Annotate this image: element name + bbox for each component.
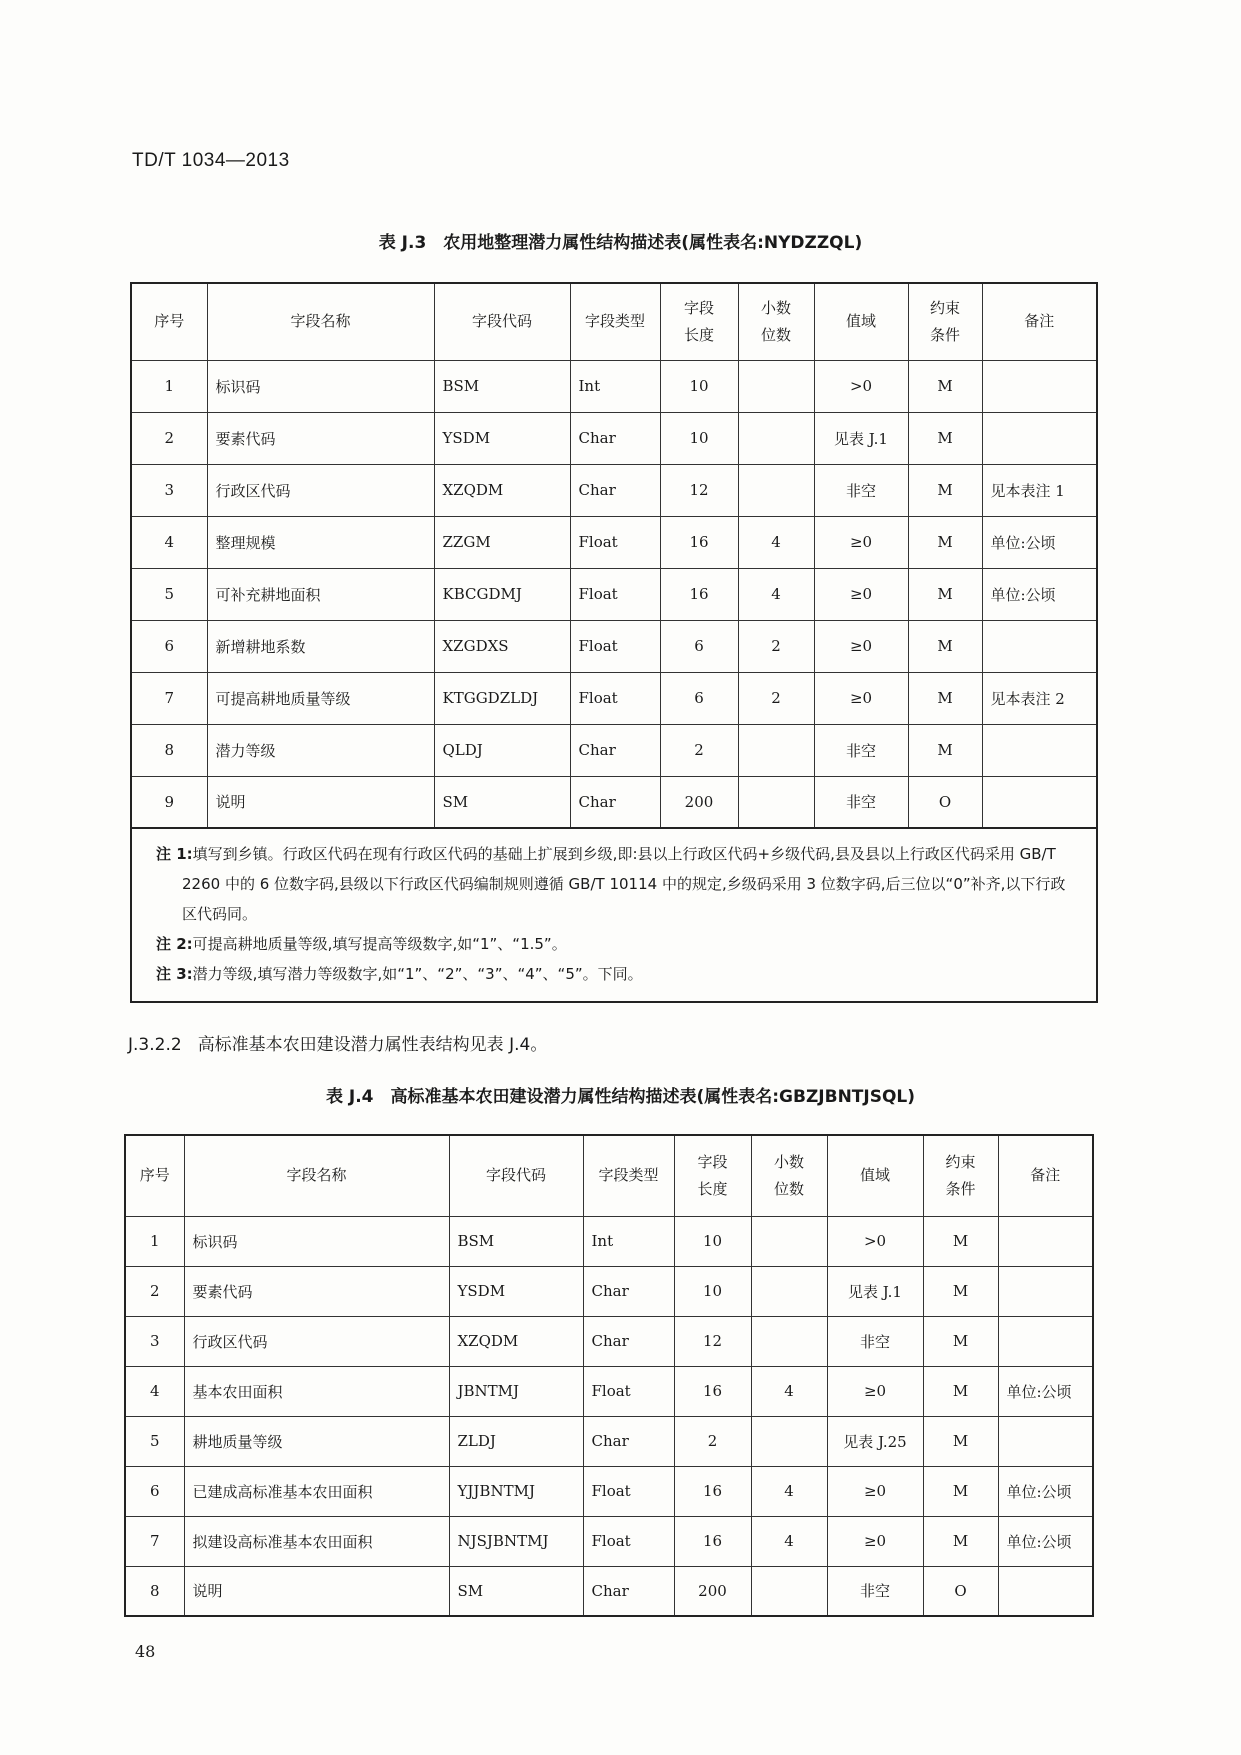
cell-field-code: NJSJBNTMJ [449, 1516, 583, 1566]
cell-value-domain: 见表 J.25 [827, 1416, 923, 1466]
cell-decimals [738, 724, 814, 776]
cell-value-domain: ≥0 [827, 1466, 923, 1516]
cell-decimals: 2 [738, 620, 814, 672]
cell-seq: 4 [125, 1366, 184, 1416]
cell-constraint: O [923, 1566, 998, 1616]
cell-seq: 7 [125, 1516, 184, 1566]
cell-remark: 单位:公顷 [982, 568, 1097, 620]
table-row [131, 412, 1097, 464]
cell-field-length: 6 [660, 672, 738, 724]
cell-field-name: 拟建设高标准基本农田面积 [184, 1516, 449, 1566]
cell-field-code: ZZGM [434, 516, 570, 568]
cell-value-domain: ≥0 [814, 620, 908, 672]
cell-value-domain: ≥0 [814, 672, 908, 724]
cell-seq: 5 [125, 1416, 184, 1466]
column-header-constraint: 约束 条件 [908, 283, 982, 360]
cell-value-domain: >0 [827, 1216, 923, 1266]
cell-decimals [751, 1266, 827, 1316]
cell-seq: 6 [125, 1466, 184, 1516]
cell-field-name: 要素代码 [207, 412, 434, 464]
cell-value-domain: ≥0 [827, 1516, 923, 1566]
cell-field-type: Float [570, 620, 660, 672]
cell-seq: 2 [125, 1266, 184, 1316]
note [156, 839, 1072, 929]
cell-seq: 1 [125, 1216, 184, 1266]
page-number: 48 [135, 1642, 156, 1661]
cell-constraint: M [923, 1216, 998, 1266]
cell-remark [982, 776, 1097, 828]
cell-field-type: Char [583, 1416, 674, 1466]
table-row [125, 1216, 1093, 1266]
table-row [131, 568, 1097, 620]
column-header-seq: 序号 [125, 1135, 184, 1216]
cell-remark: 单位:公顷 [982, 516, 1097, 568]
column-header-field-type: 字段类型 [570, 283, 660, 360]
cell-field-type: Char [570, 776, 660, 828]
note-text: 可提高耕地质量等级,填写提高等级数字,如“1”、“1.5”。 [192, 935, 567, 953]
cell-seq: 8 [131, 724, 207, 776]
table-row [125, 1266, 1093, 1316]
cell-seq: 3 [125, 1316, 184, 1366]
table-j3-caption: 表 J.3 农用地整理潜力属性结构描述表(属性表名:NYDZZQL) [378, 233, 863, 253]
cell-remark [998, 1216, 1093, 1266]
cell-seq: 4 [131, 516, 207, 568]
cell-field-code: BSM [449, 1216, 583, 1266]
cell-field-length: 16 [660, 568, 738, 620]
cell-seq: 2 [131, 412, 207, 464]
cell-field-code: JBNTMJ [449, 1366, 583, 1416]
cell-remark: 单位:公顷 [998, 1466, 1093, 1516]
cell-decimals [751, 1216, 827, 1266]
cell-constraint: M [923, 1316, 998, 1366]
cell-field-name: 可补充耕地面积 [207, 568, 434, 620]
note [156, 959, 1072, 989]
cell-constraint: M [923, 1266, 998, 1316]
cell-decimals [751, 1416, 827, 1466]
cell-field-code: KTGGDZLDJ [434, 672, 570, 724]
cell-field-name: 新增耕地系数 [207, 620, 434, 672]
table-row [131, 724, 1097, 776]
cell-remark [982, 412, 1097, 464]
cell-value-domain: 非空 [814, 776, 908, 828]
note-text: 潜力等级,填写潜力等级数字,如“1”、“2”、“3”、“4”、“5”。下同。 [192, 965, 643, 983]
cell-decimals [738, 360, 814, 412]
cell-constraint: M [908, 672, 982, 724]
column-header-field-code: 字段代码 [449, 1135, 583, 1216]
cell-constraint: M [908, 464, 982, 516]
column-header-field-name: 字段名称 [207, 283, 434, 360]
cell-value-domain: 非空 [827, 1566, 923, 1616]
table-j4 [124, 1134, 1094, 1617]
cell-field-code: XZQDM [449, 1316, 583, 1366]
cell-seq: 1 [131, 360, 207, 412]
cell-remark: 单位:公顷 [998, 1516, 1093, 1566]
cell-decimals: 4 [738, 568, 814, 620]
note-text: 填写到乡镇。行政区代码在现有行政区代码的基础上扩展到乡级,即:县以上行政区代码+乡级代码,县及县以上行政区代码采用 GB/T 2260 中的 6 位数字码,县级以下行政区代码编制规则遵循 GB/T 10114 中的规定,乡级码采用 3 位数字码,后三位以“0”补齐,以下行政区代码同。 [182, 845, 1066, 923]
cell-decimals [738, 464, 814, 516]
table-row [131, 776, 1097, 828]
cell-field-length: 200 [674, 1566, 751, 1616]
column-header-field-code: 字段代码 [434, 283, 570, 360]
cell-field-name: 整理规模 [207, 516, 434, 568]
table-row [125, 1466, 1093, 1516]
cell-field-length: 2 [674, 1416, 751, 1466]
table-row [125, 1516, 1093, 1566]
cell-decimals: 4 [751, 1516, 827, 1566]
cell-field-length: 10 [660, 360, 738, 412]
cell-field-type: Char [583, 1566, 674, 1616]
table-row [131, 672, 1097, 724]
column-header-remark: 备注 [998, 1135, 1093, 1216]
table-row [125, 1566, 1093, 1616]
cell-value-domain: ≥0 [814, 568, 908, 620]
cell-remark [982, 724, 1097, 776]
cell-value-domain: >0 [814, 360, 908, 412]
cell-decimals [751, 1566, 827, 1616]
table-row [125, 1366, 1093, 1416]
cell-decimals: 2 [738, 672, 814, 724]
cell-constraint: M [908, 568, 982, 620]
cell-remark [998, 1316, 1093, 1366]
cell-remark [998, 1566, 1093, 1616]
column-header-field-length: 字段 长度 [660, 283, 738, 360]
table-j3 [130, 282, 1098, 1003]
cell-value-domain: 见表 J.1 [814, 412, 908, 464]
cell-constraint: M [908, 724, 982, 776]
cell-field-length: 10 [660, 412, 738, 464]
note-label: 注 3: [156, 965, 193, 983]
cell-remark [998, 1416, 1093, 1466]
cell-field-name: 基本农田面积 [184, 1366, 449, 1416]
column-header-constraint: 约束 条件 [923, 1135, 998, 1216]
cell-value-domain: ≥0 [827, 1366, 923, 1416]
cell-field-code: ZLDJ [449, 1416, 583, 1466]
column-header-value-domain: 值域 [814, 283, 908, 360]
table-row [125, 1316, 1093, 1366]
table-j3-notes [131, 828, 1097, 1002]
column-header-decimals: 小数 位数 [751, 1135, 827, 1216]
cell-seq: 7 [131, 672, 207, 724]
table-j4-caption: 表 J.4 高标准基本农田建设潜力属性结构描述表(属性表名:GBZJBNTJSQL) [325, 1087, 916, 1107]
cell-field-code: XZGDXS [434, 620, 570, 672]
cell-field-code: YJJBNTMJ [449, 1466, 583, 1516]
cell-field-length: 16 [660, 516, 738, 568]
cell-field-length: 12 [660, 464, 738, 516]
cell-field-type: Float [570, 516, 660, 568]
note-label: 注 1: [156, 845, 193, 863]
cell-field-type: Char [570, 724, 660, 776]
cell-field-type: Float [583, 1516, 674, 1566]
cell-field-length: 10 [674, 1266, 751, 1316]
cell-field-code: SM [434, 776, 570, 828]
cell-field-code: QLDJ [434, 724, 570, 776]
cell-field-name: 行政区代码 [207, 464, 434, 516]
column-header-field-type: 字段类型 [583, 1135, 674, 1216]
cell-constraint: M [908, 620, 982, 672]
cell-constraint: M [923, 1466, 998, 1516]
cell-field-type: Char [583, 1266, 674, 1316]
column-header-seq: 序号 [131, 283, 207, 360]
cell-field-code: SM [449, 1566, 583, 1616]
note [156, 929, 1072, 959]
cell-seq: 5 [131, 568, 207, 620]
cell-field-type: Float [583, 1366, 674, 1416]
cell-seq: 9 [131, 776, 207, 828]
cell-field-name: 标识码 [207, 360, 434, 412]
cell-field-type: Float [570, 568, 660, 620]
standard-number: TD/T 1034—2013 [132, 150, 290, 171]
cell-seq: 3 [131, 464, 207, 516]
cell-remark [982, 620, 1097, 672]
cell-constraint: M [923, 1516, 998, 1566]
cell-field-name: 说明 [184, 1566, 449, 1616]
clause-j3-2-2 [128, 1030, 547, 1055]
cell-field-name: 标识码 [184, 1216, 449, 1266]
cell-field-length: 200 [660, 776, 738, 828]
cell-decimals: 4 [751, 1366, 827, 1416]
cell-constraint: M [908, 360, 982, 412]
cell-field-length: 16 [674, 1366, 751, 1416]
cell-field-length: 16 [674, 1466, 751, 1516]
cell-field-type: Float [583, 1466, 674, 1516]
cell-field-type: Int [583, 1216, 674, 1266]
table-row [125, 1416, 1093, 1466]
cell-field-name: 已建成高标准基本农田面积 [184, 1466, 449, 1516]
note-label: 注 2: [156, 935, 193, 953]
cell-field-length: 10 [674, 1216, 751, 1266]
column-header-decimals: 小数 位数 [738, 283, 814, 360]
cell-value-domain: 非空 [814, 724, 908, 776]
cell-field-name: 要素代码 [184, 1266, 449, 1316]
cell-constraint: O [908, 776, 982, 828]
cell-constraint: M [908, 516, 982, 568]
cell-constraint: M [923, 1416, 998, 1466]
cell-field-name: 可提高耕地质量等级 [207, 672, 434, 724]
clause-number: J.3.2.2 [128, 1035, 182, 1055]
cell-constraint: M [923, 1366, 998, 1416]
column-header-remark: 备注 [982, 283, 1097, 360]
cell-field-code: BSM [434, 360, 570, 412]
cell-value-domain: 非空 [814, 464, 908, 516]
cell-field-name: 耕地质量等级 [184, 1416, 449, 1466]
column-header-field-name: 字段名称 [184, 1135, 449, 1216]
cell-remark: 单位:公顷 [998, 1366, 1093, 1416]
table-row [131, 620, 1097, 672]
cell-decimals: 4 [751, 1466, 827, 1516]
column-header-value-domain: 值域 [827, 1135, 923, 1216]
table-row [131, 464, 1097, 516]
cell-value-domain: 见表 J.1 [827, 1266, 923, 1316]
cell-seq: 8 [125, 1566, 184, 1616]
cell-constraint: M [908, 412, 982, 464]
clause-text: 高标准基本农田建设潜力属性表结构见表 J.4。 [197, 1035, 548, 1055]
cell-remark: 见本表注 2 [982, 672, 1097, 724]
cell-decimals: 4 [738, 516, 814, 568]
cell-field-code: YSDM [449, 1266, 583, 1316]
cell-seq: 6 [131, 620, 207, 672]
column-header-field-length: 字段 长度 [674, 1135, 751, 1216]
cell-field-type: Float [570, 672, 660, 724]
cell-field-name: 潜力等级 [207, 724, 434, 776]
cell-remark [982, 360, 1097, 412]
table-row [131, 360, 1097, 412]
cell-field-length: 16 [674, 1516, 751, 1566]
cell-remark [998, 1266, 1093, 1316]
cell-decimals [751, 1316, 827, 1366]
cell-decimals [738, 776, 814, 828]
cell-field-code: YSDM [434, 412, 570, 464]
cell-field-type: Int [570, 360, 660, 412]
table-row [131, 516, 1097, 568]
cell-decimals [738, 412, 814, 464]
cell-field-code: KBCGDMJ [434, 568, 570, 620]
cell-field-length: 2 [660, 724, 738, 776]
cell-remark: 见本表注 1 [982, 464, 1097, 516]
cell-value-domain: 非空 [827, 1316, 923, 1366]
cell-field-type: Char [570, 412, 660, 464]
cell-field-type: Char [570, 464, 660, 516]
cell-field-code: XZQDM [434, 464, 570, 516]
cell-field-length: 12 [674, 1316, 751, 1366]
cell-field-name: 说明 [207, 776, 434, 828]
cell-field-type: Char [583, 1316, 674, 1366]
cell-value-domain: ≥0 [814, 516, 908, 568]
cell-field-name: 行政区代码 [184, 1316, 449, 1366]
cell-field-length: 6 [660, 620, 738, 672]
